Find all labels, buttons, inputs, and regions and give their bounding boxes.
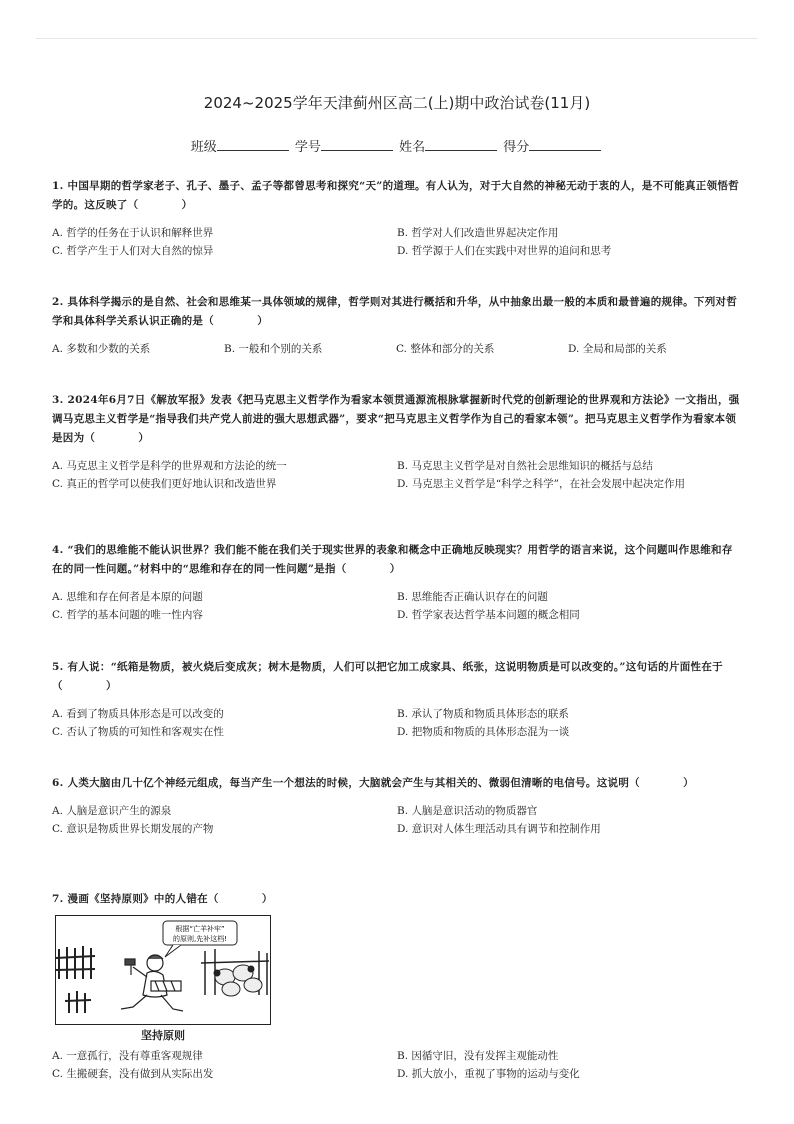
option-c[interactable]: C. 整体和部分的关系 bbox=[396, 343, 495, 355]
option-d[interactable]: D. 哲学家表达哲学基本问题的概念相同 bbox=[397, 609, 580, 621]
option-b[interactable]: B. 一般和个别的关系 bbox=[224, 343, 323, 355]
id-blank[interactable] bbox=[321, 138, 393, 151]
question-stem: 3. 2024年6月7日《解放军报》发表《把马克思主义哲学作为看家本领贯通源流根脉掌握新时代党的创新理论的世界观和方法论》一文指出，强调马克思主义哲学是“指导我们共产党人前进的强大思想武器”，要求“把马克思主义哲学作为自己的看家本领”。把马克思主义哲学作为看家本领是因为（ ） bbox=[52, 394, 740, 444]
option-a[interactable]: A. 多数和少数的关系 bbox=[52, 343, 151, 355]
question-5 bbox=[52, 658, 742, 741]
option-b[interactable]: B. 因循守旧，没有发挥主观能动性 bbox=[397, 1050, 559, 1062]
option-b[interactable]: B. 思维能否正确认识存在的问题 bbox=[397, 591, 548, 603]
option-a[interactable]: A. 人脑是意识产生的源泉 bbox=[52, 805, 172, 817]
question-stem: 7. 漫画《坚持原则》中的人错在（ ） bbox=[52, 893, 273, 905]
option-c[interactable]: C. 生搬硬套，没有做到从实际出发 bbox=[52, 1068, 214, 1080]
score-label: 得分 bbox=[503, 140, 530, 155]
option-a[interactable]: A. 看到了物质具体形态是可以改变的 bbox=[52, 708, 224, 720]
class-label: 班级 bbox=[190, 140, 217, 155]
question-stem: 2. 具体科学揭示的是自然、社会和思维某一具体领域的规律，哲学则对其进行概括和升华，从中抽象出最一般的本质和最普遍的规律。下列对哲学和具体科学关系认识正确的是（ ） bbox=[52, 296, 738, 327]
option-c[interactable]: C. 否认了物质的可知性和客观实在性 bbox=[52, 726, 224, 738]
speech-line-1: 根据“亡羊补牢” bbox=[175, 925, 225, 933]
comic-caption: 坚持原则 bbox=[141, 1029, 185, 1042]
option-b[interactable]: B. 马克思主义哲学是对自然社会思维知识的概括与总结 bbox=[397, 460, 653, 472]
options bbox=[52, 588, 742, 624]
question-stem: 5. 有人说：“纸箱是物质，被火烧后变成灰；树木是物质，人们可以把它加工成家具、纸张，这说明物质是可以改变的。”这句话的片面性在于（ ） bbox=[52, 661, 723, 692]
question-7 bbox=[52, 890, 742, 909]
student-info-row bbox=[0, 136, 794, 155]
page-title: 2024~2025学年天津蓟州区高二(上)期中政治试卷(11月) bbox=[203, 94, 591, 112]
option-b[interactable]: B. 人脑是意识活动的物质器官 bbox=[397, 805, 538, 817]
question-2 bbox=[52, 293, 742, 358]
option-d[interactable]: D. 哲学源于人们在实践中对世界的追问和思考 bbox=[397, 245, 612, 257]
option-b[interactable]: B. 哲学对人们改造世界起决定作用 bbox=[397, 227, 559, 239]
name-blank[interactable] bbox=[425, 138, 497, 151]
option-c[interactable]: C. 意识是物质世界长期发展的产物 bbox=[52, 823, 214, 835]
question-stem: 6. 人类大脑由几十亿个神经元组成，每当产生一个想法的时候，大脑就会产生与其相关的、微弱但清晰的电信号。这说明（ ） bbox=[52, 777, 694, 789]
option-a[interactable]: A. 哲学的任务在于认识和解释世界 bbox=[52, 227, 214, 239]
header-divider bbox=[36, 38, 758, 39]
class-blank[interactable] bbox=[217, 138, 289, 151]
option-d[interactable]: D. 意识对人体生理活动具有调节和控制作用 bbox=[397, 823, 601, 835]
speech-line-2: 的原则,先补这档! bbox=[172, 935, 228, 943]
question-stem: 4. “我们的思维能不能认识世界？我们能不能在我们关于现实世界的表象和概念中正确地反映现实？用哲学的语言来说，这个问题叫作思维和存在的同一性问题。”材料中的“思维和存在的同一性问题”是指（ ） bbox=[52, 544, 733, 575]
option-c[interactable]: C. 真正的哲学可以使我们更好地认识和改造世界 bbox=[52, 478, 277, 490]
options bbox=[52, 224, 742, 260]
option-a[interactable]: A. 思维和存在何者是本原的问题 bbox=[52, 591, 203, 603]
option-d[interactable]: D. 马克思主义哲学是“科学之科学”，在社会发展中起决定作用 bbox=[397, 478, 685, 490]
option-d[interactable]: D. 抓大放小，重视了事物的运动与变化 bbox=[397, 1068, 580, 1080]
options bbox=[52, 802, 742, 838]
score-blank[interactable] bbox=[529, 138, 601, 151]
option-a[interactable]: A. 一意孤行，没有尊重客观规律 bbox=[52, 1050, 203, 1062]
id-label: 学号 bbox=[294, 140, 321, 155]
option-a[interactable]: A. 马克思主义哲学是科学的世界观和方法论的统一 bbox=[52, 460, 287, 472]
question-4 bbox=[52, 541, 742, 624]
options bbox=[52, 1047, 742, 1083]
option-d[interactable]: D. 全局和局部的关系 bbox=[568, 343, 667, 355]
option-c[interactable]: C. 哲学的基本问题的唯一性内容 bbox=[52, 609, 203, 621]
question-3 bbox=[52, 391, 742, 493]
option-d[interactable]: D. 把物质和物质的具体形态混为一谈 bbox=[397, 726, 570, 738]
options bbox=[52, 340, 742, 358]
option-b[interactable]: B. 承认了物质和物质具体形态的联系 bbox=[397, 708, 569, 720]
question-7-options bbox=[52, 1047, 742, 1083]
name-label: 姓名 bbox=[399, 140, 426, 155]
question-1 bbox=[52, 177, 742, 260]
option-c[interactable]: C. 哲学产生于人们对大自然的惊异 bbox=[52, 245, 214, 257]
options bbox=[52, 705, 742, 741]
comic-illustration bbox=[55, 915, 271, 1025]
options bbox=[52, 457, 742, 493]
question-6 bbox=[52, 774, 742, 838]
question-stem: 1. 中国早期的哲学家老子、孔子、墨子、孟子等都曾思考和探究“天”的道理。有人认为，对于大自然的神秘无动于衷的人，是不可能真正领悟哲学的。这反映了（ ） bbox=[52, 180, 739, 211]
